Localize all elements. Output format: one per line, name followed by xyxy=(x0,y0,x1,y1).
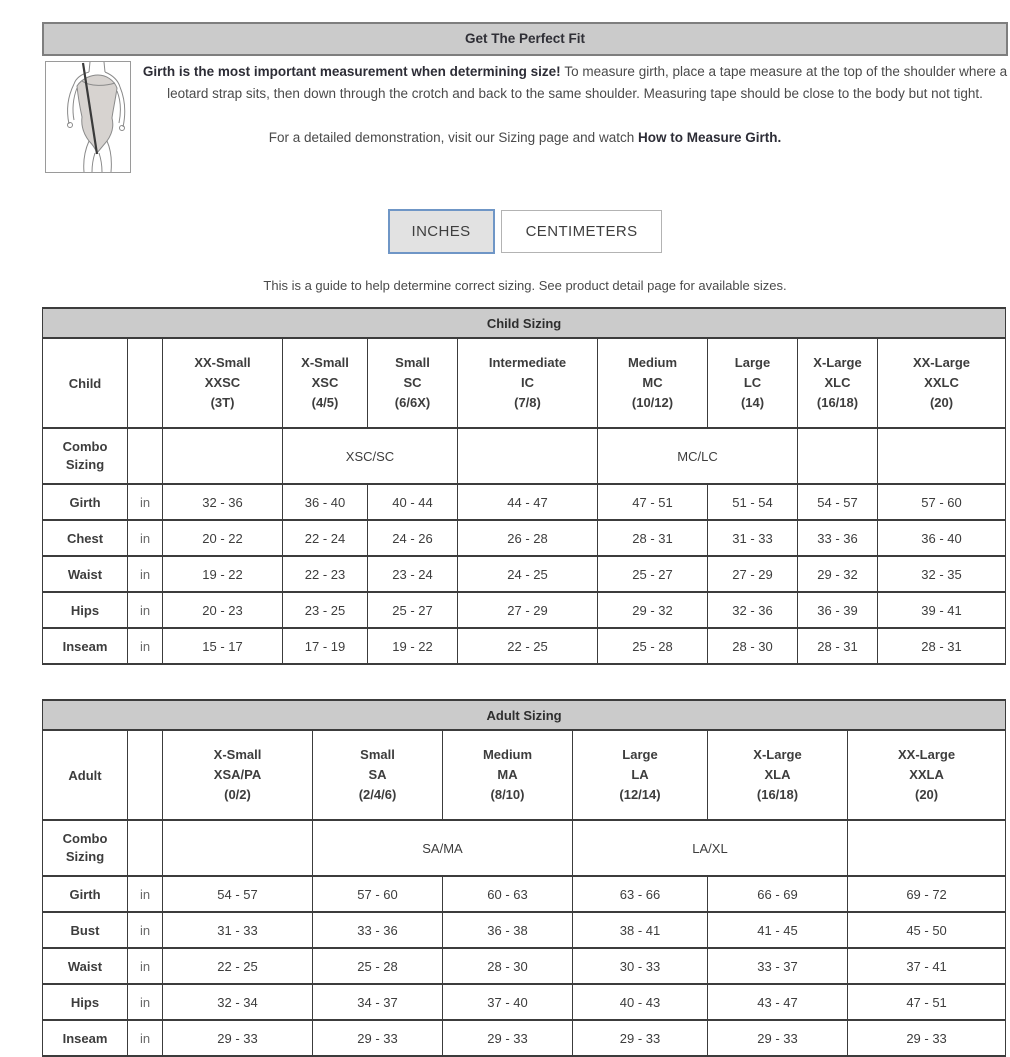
child-table-title: Child Sizing xyxy=(43,308,1006,338)
adult-column-sizes: (2/4/6) xyxy=(358,787,397,802)
adult-unit-cell: in xyxy=(128,912,163,948)
child-value-2-7: 32 - 35 xyxy=(878,556,1006,592)
child-column-sizes: (6/6X) xyxy=(394,395,431,410)
child-column-header-5 xyxy=(708,338,798,428)
adult-row-label: Hips xyxy=(43,984,128,1020)
child-column-name: X-Large xyxy=(813,355,862,370)
page-title-text: Get The Perfect Fit xyxy=(464,31,586,46)
adult-value-1-4: 41 - 45 xyxy=(708,912,848,948)
adult-value-2-2: 28 - 30 xyxy=(443,948,573,984)
child-value-1-0: 20 - 22 xyxy=(163,520,283,556)
child-value-0-4: 47 - 51 xyxy=(598,484,708,520)
demo-line-bold: How to Measure Girth. xyxy=(637,130,782,146)
child-combo-cell-2 xyxy=(458,428,598,484)
child-value-3-7: 39 - 41 xyxy=(878,592,1006,628)
child-value-4-1: 17 - 19 xyxy=(283,628,368,664)
child-column-header-3 xyxy=(458,338,598,428)
page-title xyxy=(42,22,1008,56)
adult-value-3-5: 47 - 51 xyxy=(848,984,1006,1020)
adult-value-0-4: 66 - 69 xyxy=(708,876,848,912)
adult-column-name: X-Large xyxy=(753,747,802,762)
child-row-waist xyxy=(43,556,1006,592)
adult-value-0-2: 60 - 63 xyxy=(443,876,573,912)
adult-value-2-4: 33 - 37 xyxy=(708,948,848,984)
child-value-2-0: 19 - 22 xyxy=(163,556,283,592)
child-row-chest xyxy=(43,520,1006,556)
child-column-name: XX-Small xyxy=(194,355,251,370)
adult-combo-cell-3 xyxy=(848,820,1006,876)
child-value-4-3: 22 - 25 xyxy=(458,628,598,664)
girth-description-rest: To measure girth, place a tape measure at the top of the shoulder where a leotard strap sits, then down through the crotch and back to the same shoulder. Measuring tape should be close to the body but not tight. xyxy=(167,64,1008,101)
sizing-guide-page xyxy=(42,22,1008,1057)
adult-value-0-0: 54 - 57 xyxy=(163,876,313,912)
child-value-3-4: 29 - 32 xyxy=(598,592,708,628)
table-gap xyxy=(42,665,1008,685)
child-unit-cell: in xyxy=(128,556,163,592)
child-column-code: LC xyxy=(743,375,762,390)
adult-row-label: Waist xyxy=(43,948,128,984)
adult-unit-cell: in xyxy=(128,1020,163,1056)
child-row-inseam xyxy=(43,628,1006,664)
adult-column-name: XX-Large xyxy=(898,747,956,762)
child-column-sizes: (3T) xyxy=(210,395,235,410)
adult-row-hips xyxy=(43,984,1006,1020)
child-combo-cell-5 xyxy=(878,428,1006,484)
adult-unit-cell: in xyxy=(128,876,163,912)
child-value-1-1: 22 - 24 xyxy=(283,520,368,556)
adult-value-4-5: 29 - 33 xyxy=(848,1020,1006,1056)
child-value-2-2: 23 - 24 xyxy=(368,556,458,592)
adult-value-1-5: 45 - 50 xyxy=(848,912,1006,948)
unit-toggle xyxy=(42,209,1008,254)
adult-sizing-table-container xyxy=(42,699,1008,1057)
child-value-1-4: 28 - 31 xyxy=(598,520,708,556)
child-value-4-5: 28 - 30 xyxy=(708,628,798,664)
adult-value-0-3: 63 - 66 xyxy=(573,876,708,912)
adult-column-code: XXLA xyxy=(909,767,944,782)
adult-value-3-3: 40 - 43 xyxy=(573,984,708,1020)
adult-combo-cell-2: LA/XL xyxy=(573,820,848,876)
child-unit-cell: in xyxy=(128,520,163,556)
child-value-3-5: 32 - 36 xyxy=(708,592,798,628)
child-value-0-0: 32 - 36 xyxy=(163,484,283,520)
child-value-0-6: 54 - 57 xyxy=(798,484,878,520)
child-value-1-5: 31 - 33 xyxy=(708,520,798,556)
adult-value-4-4: 29 - 33 xyxy=(708,1020,848,1056)
child-combo-unit-cell xyxy=(128,428,163,484)
child-column-sizes: (16/18) xyxy=(816,395,859,410)
child-row-hips xyxy=(43,592,1006,628)
child-column-sizes: (10/12) xyxy=(631,395,674,410)
child-value-0-3: 44 - 47 xyxy=(458,484,598,520)
adult-value-2-0: 22 - 25 xyxy=(163,948,313,984)
child-value-1-3: 26 - 28 xyxy=(458,520,598,556)
child-row-girth xyxy=(43,484,1006,520)
adult-column-name: X-Small xyxy=(213,747,262,762)
adult-value-1-0: 31 - 33 xyxy=(163,912,313,948)
adult-unit-column-header xyxy=(128,730,163,820)
child-value-4-6: 28 - 31 xyxy=(798,628,878,664)
child-value-4-7: 28 - 31 xyxy=(878,628,1006,664)
child-unit-cell: in xyxy=(128,592,163,628)
child-row-label: Hips xyxy=(43,592,128,628)
adult-value-2-1: 25 - 28 xyxy=(313,948,443,984)
adult-value-2-5: 37 - 41 xyxy=(848,948,1006,984)
demo-line-prefix: For a detailed demonstration, visit our Sizing page and watch xyxy=(268,130,638,146)
child-combo-cell-4 xyxy=(798,428,878,484)
adult-value-3-0: 32 - 34 xyxy=(163,984,313,1020)
child-column-sizes: (7/8) xyxy=(514,395,541,410)
adult-sizing-table xyxy=(42,699,1006,1057)
child-column-code: IC xyxy=(521,375,534,390)
adult-row-label: Inseam xyxy=(43,1020,128,1056)
leotard-girth-measure-diagram-icon xyxy=(45,61,131,173)
child-column-header-4 xyxy=(598,338,708,428)
adult-row-bust xyxy=(43,912,1006,948)
adult-column-name: Large xyxy=(622,747,658,762)
adult-combo-unit-cell xyxy=(128,820,163,876)
adult-value-1-1: 33 - 36 xyxy=(313,912,443,948)
child-combo-row-label xyxy=(43,428,128,484)
adult-column-header-0 xyxy=(163,730,313,820)
child-column-header-6 xyxy=(798,338,878,428)
adult-column-code: SA xyxy=(368,767,387,782)
adult-column-sizes: (8/10) xyxy=(490,787,525,802)
guide-note: This is a guide to help determine correct sizing. See product detail page for available sizes. xyxy=(263,278,787,293)
child-column-name: X-Small xyxy=(301,355,349,370)
child-value-0-7: 57 - 60 xyxy=(878,484,1006,520)
child-column-code: XXLC xyxy=(924,375,959,390)
adult-value-4-2: 29 - 33 xyxy=(443,1020,573,1056)
adult-value-4-3: 29 - 33 xyxy=(573,1020,708,1056)
adult-column-header-1 xyxy=(313,730,443,820)
child-value-2-4: 25 - 27 xyxy=(598,556,708,592)
adult-value-0-5: 69 - 72 xyxy=(848,876,1006,912)
child-combo-cell-3: MC/LC xyxy=(598,428,798,484)
adult-combo-cell-1: SA/MA xyxy=(313,820,573,876)
child-value-4-0: 15 - 17 xyxy=(163,628,283,664)
child-combo-cell-0 xyxy=(163,428,283,484)
adult-column-sizes: (20) xyxy=(914,787,939,802)
child-column-name: Intermediate xyxy=(488,355,567,370)
child-column-code: XLC xyxy=(824,375,851,390)
adult-corner-label: Adult xyxy=(43,730,128,820)
child-value-3-0: 20 - 23 xyxy=(163,592,283,628)
child-value-3-3: 27 - 29 xyxy=(458,592,598,628)
child-value-2-3: 24 - 25 xyxy=(458,556,598,592)
child-row-label: Waist xyxy=(43,556,128,592)
child-value-1-6: 33 - 36 xyxy=(798,520,878,556)
child-row-label: Girth xyxy=(43,484,128,520)
adult-column-sizes: (12/14) xyxy=(619,787,661,802)
adult-column-name: Medium xyxy=(482,747,533,762)
child-column-sizes: (4/5) xyxy=(311,395,339,410)
adult-value-3-1: 34 - 37 xyxy=(313,984,443,1020)
adult-column-header-3 xyxy=(573,730,708,820)
child-sizing-table-container xyxy=(42,307,1008,665)
child-column-code: SC xyxy=(403,375,422,390)
adult-row-girth xyxy=(43,876,1006,912)
intro-section xyxy=(42,61,1008,173)
child-value-0-2: 40 - 44 xyxy=(368,484,458,520)
child-column-header-0 xyxy=(163,338,283,428)
adult-row-inseam xyxy=(43,1020,1006,1056)
adult-column-header-2 xyxy=(443,730,573,820)
adult-table-title: Adult Sizing xyxy=(43,700,1006,730)
child-combo-row-label-text: Combo Sizing xyxy=(62,439,108,472)
adult-unit-cell: in xyxy=(128,984,163,1020)
adult-unit-cell: in xyxy=(128,948,163,984)
child-column-sizes: (20) xyxy=(929,395,954,410)
child-combo-cell-1: XSC/SC xyxy=(283,428,458,484)
girth-description xyxy=(142,61,1008,104)
adult-row-label: Bust xyxy=(43,912,128,948)
child-column-name: XX-Large xyxy=(912,355,971,370)
adult-column-sizes: (0/2) xyxy=(224,787,251,802)
child-column-code: MC xyxy=(642,375,663,390)
centimeters-button[interactable]: CENTIMETERS xyxy=(501,210,663,253)
adult-value-1-3: 38 - 41 xyxy=(573,912,708,948)
adult-value-4-0: 29 - 33 xyxy=(163,1020,313,1056)
adult-combo-row-label-text: Combo Sizing xyxy=(62,831,108,864)
adult-combo-cell-0 xyxy=(163,820,313,876)
adult-combo-row-label xyxy=(43,820,128,876)
child-value-2-5: 27 - 29 xyxy=(708,556,798,592)
girth-description-lead: Girth is the most important measurement when determining size! xyxy=(142,64,565,79)
adult-row-label: Girth xyxy=(43,876,128,912)
child-value-1-7: 36 - 40 xyxy=(878,520,1006,556)
adult-value-2-3: 30 - 33 xyxy=(573,948,708,984)
inches-button[interactable]: INCHES xyxy=(388,209,495,254)
child-value-2-1: 22 - 23 xyxy=(283,556,368,592)
child-column-header-1 xyxy=(283,338,368,428)
adult-column-code: XLA xyxy=(764,767,791,782)
adult-value-4-1: 29 - 33 xyxy=(313,1020,443,1056)
child-value-1-2: 24 - 26 xyxy=(368,520,458,556)
adult-column-header-5 xyxy=(848,730,1006,820)
adult-column-header-4 xyxy=(708,730,848,820)
child-unit-column-header xyxy=(128,338,163,428)
child-column-code: XXSC xyxy=(204,375,241,390)
child-row-label: Inseam xyxy=(43,628,128,664)
adult-value-0-1: 57 - 60 xyxy=(313,876,443,912)
child-value-0-1: 36 - 40 xyxy=(283,484,368,520)
adult-column-code: XSA/PA xyxy=(213,767,262,782)
child-column-header-7 xyxy=(878,338,1006,428)
child-column-name: Medium xyxy=(627,355,678,370)
adult-value-3-2: 37 - 40 xyxy=(443,984,573,1020)
adult-column-code: LA xyxy=(631,767,649,782)
adult-value-1-2: 36 - 38 xyxy=(443,912,573,948)
child-unit-cell: in xyxy=(128,628,163,664)
child-column-name: Small xyxy=(395,355,430,370)
adult-column-name: Small xyxy=(360,747,395,762)
child-value-4-2: 19 - 22 xyxy=(368,628,458,664)
child-value-2-6: 29 - 32 xyxy=(798,556,878,592)
child-column-header-2 xyxy=(368,338,458,428)
adult-value-3-4: 43 - 47 xyxy=(708,984,848,1020)
child-value-3-6: 36 - 39 xyxy=(798,592,878,628)
child-unit-cell: in xyxy=(128,484,163,520)
child-value-3-1: 23 - 25 xyxy=(283,592,368,628)
child-value-0-5: 51 - 54 xyxy=(708,484,798,520)
child-column-sizes: (14) xyxy=(740,395,765,410)
adult-column-code: MA xyxy=(497,767,518,782)
child-corner-label: Child xyxy=(43,338,128,428)
demo-line xyxy=(42,130,1008,145)
adult-row-waist xyxy=(43,948,1006,984)
child-column-code: XSC xyxy=(311,375,339,390)
child-sizing-table xyxy=(42,307,1006,665)
child-value-4-4: 25 - 28 xyxy=(598,628,708,664)
child-row-label: Chest xyxy=(43,520,128,556)
adult-column-sizes: (16/18) xyxy=(756,787,799,802)
child-value-3-2: 25 - 27 xyxy=(368,592,458,628)
child-column-name: Large xyxy=(734,355,771,370)
